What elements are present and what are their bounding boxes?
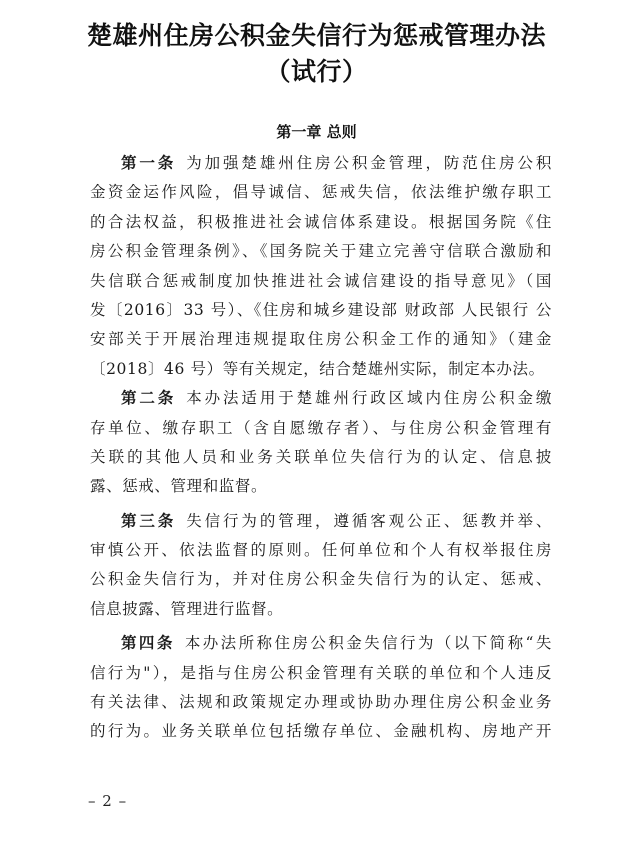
- article-line: 露、惩戒、管理和监督。: [90, 477, 268, 496]
- article-line: 审慎公开、依法监督的原则。任何单位和个人有权举报住房: [90, 541, 552, 560]
- article-label: 第一条: [121, 154, 177, 172]
- article-line: 房公积金管理条例》、《国务院关于建立完善守信联合激励和: [90, 242, 552, 261]
- article-first-line: [90, 629, 552, 658]
- article-1: [90, 149, 552, 384]
- article-line: 存单位、缴存职工（含自愿缴存者）、与住房公积金管理有: [90, 418, 552, 437]
- chapter-heading: 第一章 总则: [276, 123, 357, 141]
- document-title: 楚雄州住房公积金失信行为惩戒管理办法: [86, 21, 546, 50]
- article-label: 第三条: [121, 511, 177, 530]
- article-line: 公积金失信行为，并对住房公积金失信行为的认定、惩戒、: [90, 570, 552, 589]
- article-line: 的合法权益，积极推进社会诚信体系建设。根据国务院《住: [90, 212, 552, 231]
- article-line: 失信联合惩戒制度加快推进社会诚信建设的指导意见》（国: [90, 271, 552, 290]
- article-first-line: [90, 384, 552, 413]
- article-text: 本办法适用于楚雄州行政区域内住房公积金缴: [186, 389, 552, 408]
- article-4: [90, 629, 552, 747]
- article-3: [90, 507, 552, 625]
- article-line: 的行为。业务关联单位包括缴存单位、金融机构、房地产开: [90, 722, 552, 741]
- article-line: 信息披露、管理进行监督。: [90, 599, 284, 618]
- article-text: 本办法所称住房公积金失信行为（以下简称“失: [184, 634, 552, 653]
- article-first-line: [90, 149, 552, 178]
- article-line: 有关法律、法规和政策规定办理或协助办理住房公积金业务: [90, 693, 552, 712]
- article-line: 〔2018〕46 号）等有关规定，结合楚雄州实际，制定本办法。: [90, 359, 545, 378]
- document-subtitle: （试行）: [265, 57, 368, 86]
- article-text: 为加强楚雄州住房公积金管理，防范住房公积: [186, 154, 552, 172]
- article-line: 关联的其他人员和业务关联单位失信行为的认定、信息披: [90, 447, 552, 466]
- article-line: 信行为"），是指与住房公积金管理有关联的单位和个人违反: [90, 663, 552, 682]
- article-2: [90, 384, 552, 502]
- article-label: 第二条: [121, 389, 177, 408]
- article-first-line: [90, 507, 552, 536]
- document-body: [90, 149, 552, 747]
- article-line: 安部关于开展治理违规提取住房公积金工作的通知》（建金: [90, 330, 552, 349]
- article-line: 金资金运作风险，倡导诚信、惩戒失信，依法维护缴存职工: [90, 183, 552, 202]
- article-text: 失信行为的管理，遵循客观公正、惩教并举、: [186, 511, 552, 530]
- page-number: – 2 –: [88, 792, 128, 810]
- article-line: 发〔2016〕33 号）、《住房和城乡建设部 财政部 人民银行 公: [90, 300, 552, 319]
- article-label: 第四条: [121, 634, 175, 653]
